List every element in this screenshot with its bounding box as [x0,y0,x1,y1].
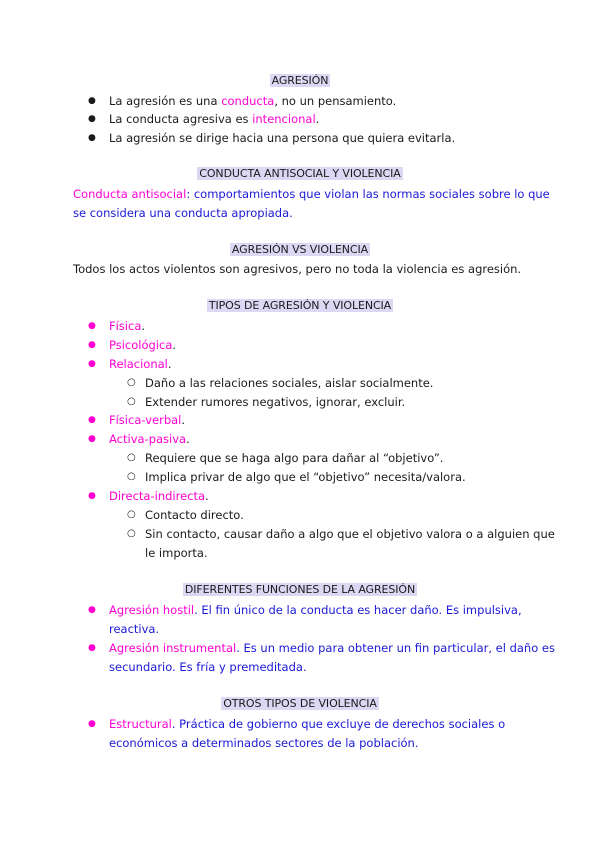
list-item-continuation: reactiva. [109,622,160,636]
list-item: La conducta agresiva es intencional. [109,112,320,126]
bullet-icon: ● [88,415,96,425]
sub-bullet-icon: ○ [127,528,136,539]
list-item: Psicológica. [109,338,177,352]
bullet-icon: ● [88,643,96,653]
section-title-funciones: DIFERENTES FUNCIONES DE LA AGRESIÓN [184,583,416,596]
list-item: Relacional. [109,357,172,371]
list-item: La agresión se dirige hacia una persona que quiera evitarla. [109,131,456,145]
list-item: Directa-indirecta. [109,489,209,503]
sub-bullet-icon: ○ [127,509,136,520]
bullet-icon: ● [88,719,96,729]
bullet-icon: ● [88,133,96,143]
sub-list-item: Requiere que se haga algo para dañar al “objetivo”. [145,451,444,465]
sub-bullet-icon: ○ [127,377,136,388]
section-title-conducta-antisocial: CONDUCTA ANTISOCIAL Y VIOLENCIA [199,167,401,180]
list-item: Física-verbal. [109,413,186,427]
section-title-agresion-vs-violencia: AGRESIÓN VS VIOLENCIA [231,243,369,256]
bullet-icon: ● [88,340,96,350]
sub-list-item: Sin contacto, causar daño a algo que el objetivo valora o a alguien que [145,527,555,541]
bullet-icon: ● [88,434,96,444]
list-item: Activa-pasiva. [109,432,190,446]
sub-bullet-icon: ○ [127,471,136,482]
bullet-icon: ● [88,359,96,369]
sub-list-item: Daño a las relaciones sociales, aislar socialmente. [145,376,434,390]
list-item: Agresión hostil. El fin único de la conducta es hacer daño. Es impulsiva, [109,603,522,617]
sub-list-item: Implica privar de algo que el “objetivo” necesita/valora. [145,470,466,484]
bullet-icon: ● [88,96,96,106]
sub-bullet-icon: ○ [127,452,136,463]
list-item: Agresión instrumental. Es un medio para obtener un fin particular, el daño es [109,641,555,655]
bullet-icon: ● [88,491,96,501]
paragraph: Todos los actos violentos son agresivos, pero no toda la violencia es agresión. [73,262,522,276]
list-item-continuation: secundario. Es fría y premeditada. [109,660,307,674]
list-item: La agresión es una conducta, no un pensamiento. [109,94,397,108]
section-title-tipos: TIPOS DE AGRESIÓN Y VIOLENCIA [208,299,392,312]
bullet-icon: ● [88,605,96,615]
list-item: Estructural. Práctica de gobierno que excluye de derechos sociales o [109,717,506,731]
sub-list-item: Extender rumores negativos, ignorar, excluir. [145,395,406,409]
definition-line: se considera una conducta apropiada. [73,206,293,220]
section-title-agresion: AGRESIÓN [271,74,329,87]
sub-list-item-continuation: le importa. [145,546,208,560]
list-item: Física. [109,319,146,333]
sub-list-item: Contacto directo. [145,508,244,522]
definition-line: Conducta antisocial: comportamientos que violan las normas sociales sobre lo que [73,187,550,201]
sub-bullet-icon: ○ [127,396,136,407]
list-item-continuation: económicos a determinados sectores de la población. [109,736,419,750]
bullet-icon: ● [88,321,96,331]
section-title-otros-tipos: OTROS TIPOS DE VIOLENCIA [223,697,377,710]
bullet-icon: ● [88,114,96,124]
